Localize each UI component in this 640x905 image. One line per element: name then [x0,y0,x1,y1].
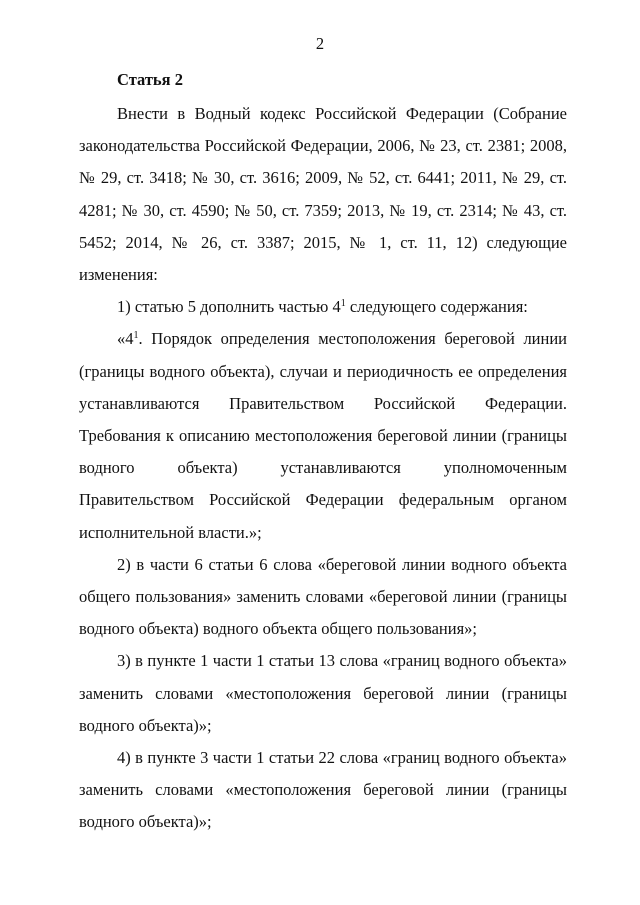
item-1-superscript: 1 [340,298,346,310]
document-body [79,98,567,839]
page-number: 2 [315,34,325,53]
item-1-text-after: следующего содержания: [345,297,528,317]
item-1-paragraph [79,291,567,323]
article-title: Статья 2 [117,70,183,89]
item-1-text-before: 1) статью 5 дополнить частью 4 [117,297,341,317]
item-4-paragraph: 4) в пункте 3 части 1 статьи 22 слова «границ водного объекта» заменить словами «местоположения береговой линии (границы водного объекта)»; [79,748,567,832]
item-3-paragraph: 3) в пункте 1 части 1 статьи 13 слова «границ водного объекта» заменить словами «местоположения береговой линии (границы водного объекта)»; [79,651,567,735]
item-2-paragraph: 2) в части 6 статьи 6 слова «береговой линии водного объекта общего пользования» заменить словами «береговой линии (границы водного объекта) водного объекта общего пользования»; [79,554,567,639]
intro-paragraph: Внести в Водный кодекс Российской Федерации (Собрание законодательства Российской Федерации, 2006, № 23, ст. 2381; 2008, № 29, ст. 3418; № 30, ст. 3616; 2009, № 52, ст. 6441; 2011, № 29, ст. 4281; № 30, ст. 4590; № 50, ст. 7359; 2013, № 19, ст. 2314; № 43, ст. 5452; 2014, № 26, ст. 3387; 2015, № 1, ст. 11, 12) следующие изменения: [79,104,567,285]
quoted-part-paragraph [79,323,567,548]
quote-lead: «4 [117,329,134,349]
quote-superscript: 1 [133,330,139,342]
quote-text: . Порядок определения местоположения береговой линии (границы водного объекта), случаи и периодичность ее определения устанавливаются Правительством Российской Федерации. Требования к описанию местоположения береговой линии (границы водного объекта) устанавливаются уполномоченным Правительством Российской Федерации федеральным органом исполнительной власти.»; [79,329,567,542]
